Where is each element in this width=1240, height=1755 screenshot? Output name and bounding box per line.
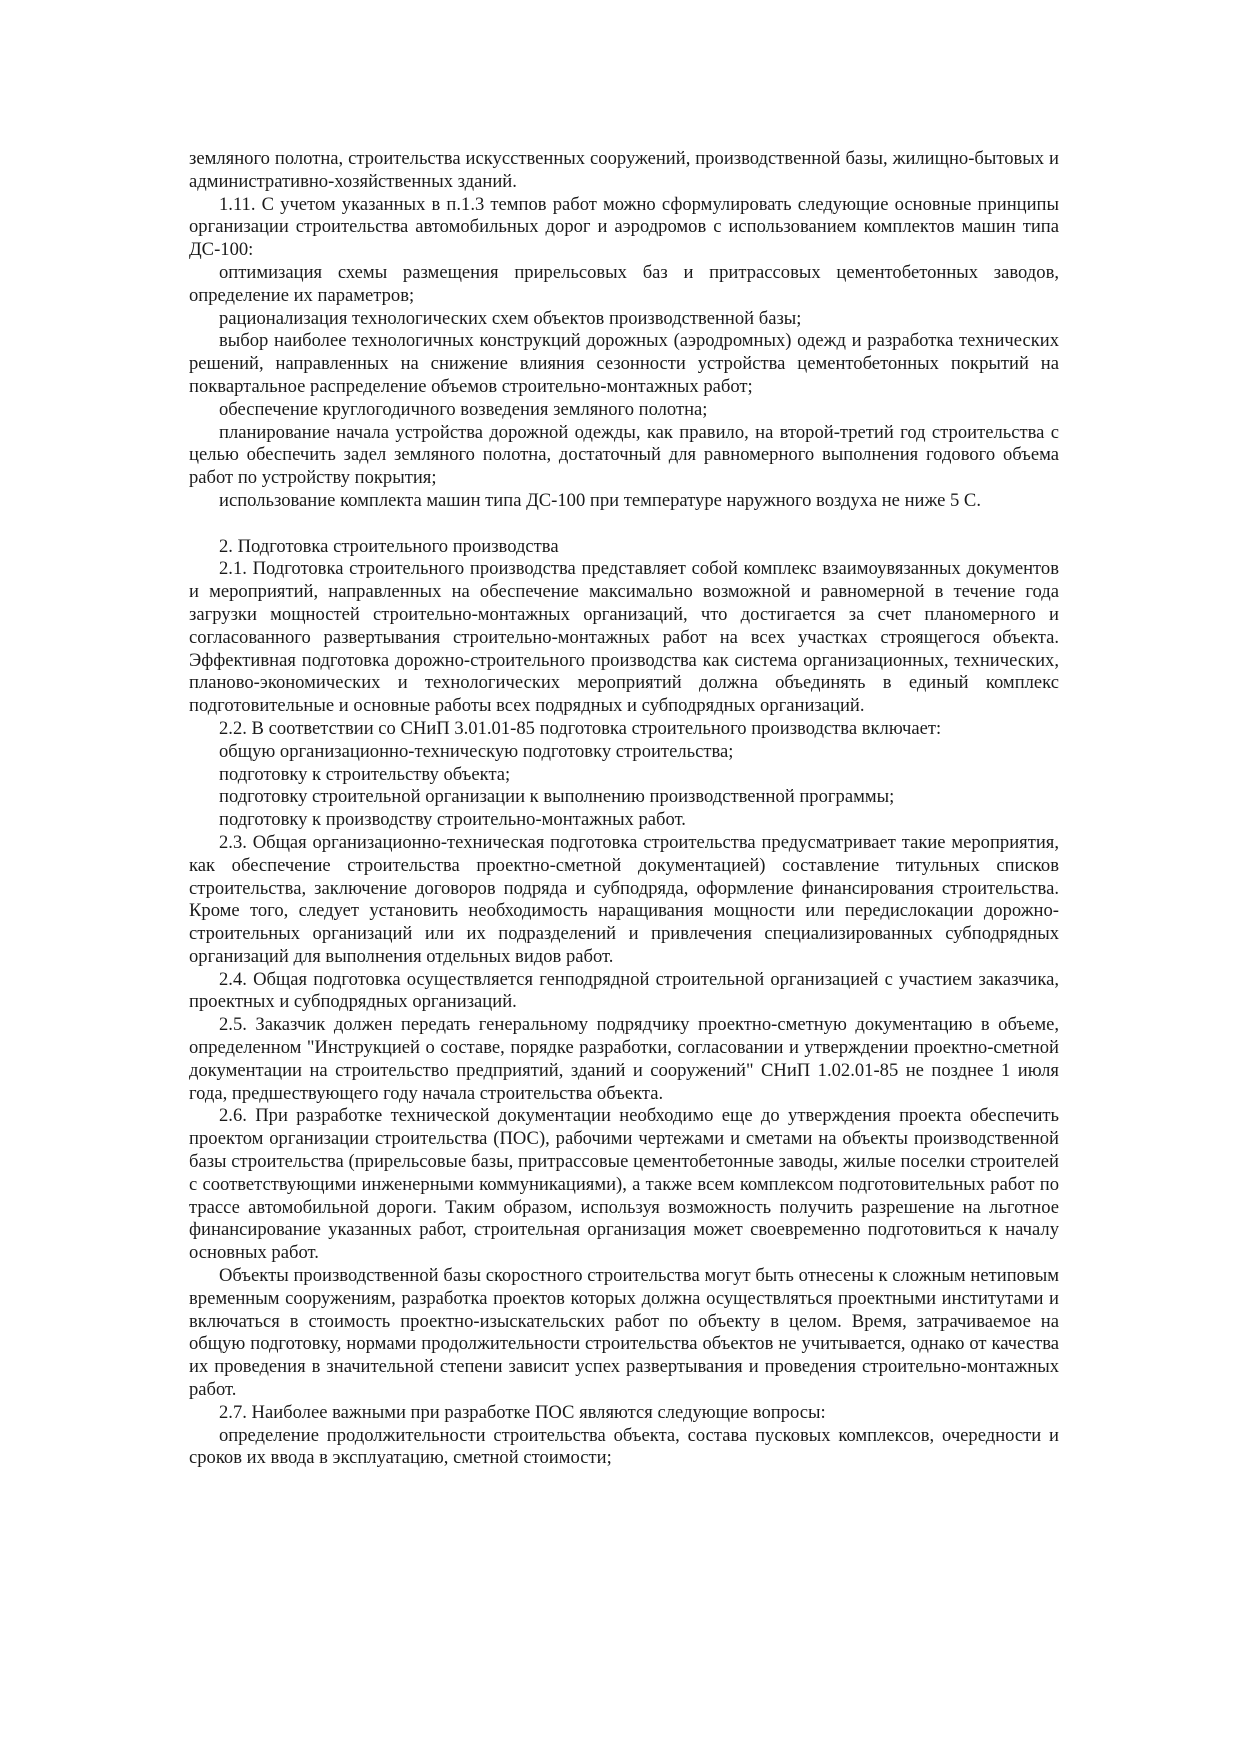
list-item: подготовку к строительству объекта; xyxy=(219,763,511,785)
paragraph-1-11: 1.11. С учетом указанных в п.1.3 темпов работ можно сформулировать следующие основные принципы организации строительства автомобильных дорог и аэродромов с использованием комплектов машин типа ДС-100: xyxy=(189,193,1059,261)
document-page xyxy=(189,148,1059,1470)
paragraph-2-5: 2.5. Заказчик должен передать генеральному подрядчику проектно-сметную документацию в объеме, определенном "Инструкцией о составе, порядке разработки, согласовании и утверждении проектно-сметной документации на строительство предприятий, зданий и сооружений" СНиП 1.02.01-85 не позднее 1 июля года, предшествующего году начала строительства объекта. xyxy=(189,1014,1059,1104)
paragraph-2-4: 2.4. Общая подготовка осуществляется генподрядной строительной организацией с участием заказчика, проектных и субподрядных организаций. xyxy=(189,968,1059,1013)
section-heading: 2. Подготовка строительного производства xyxy=(219,535,559,557)
section-gap xyxy=(189,513,1059,536)
paragraph-continuation: земляного полотна, строительства искусственных сооружений, производственной базы, жилищно-бытовых и административно-хозяйственных зданий. xyxy=(189,148,1059,192)
paragraph-2-6: 2.6. При разработке технической документации необходимо еще до утверждения проекта обеспечить проектом организации строительства (ПОС), рабочими чертежами и сметами на объекты производственной базы строительства (прирельсовые базы, притрассовые цементобетонные заводы, жилые поселки строителей с соответствующими инженерными коммуникациями), а также всем комплексом подготовительных работ по трассе автомобильной дороги. Таким образом, используя возможность получить разрешение на льготное финансирование указанных работ, строительная организация может своевременно подготовиться к началу основных работ. xyxy=(189,1105,1059,1264)
list-item: выбор наиболее технологичных конструкций дорожных (аэродромных) одежд и разработка технических решений, направленных на снижение влияния сезонности устройства цементобетонных покрытий на поквартальное распределение объемов строительно-монтажных работ; xyxy=(189,330,1059,397)
list-item: подготовку к производству строительно-монтажных работ. xyxy=(219,809,686,831)
list-item: обеспечение круглогодичного возведения земляного полотна; xyxy=(219,398,708,420)
paragraph-objects: Объекты производственной базы скоростного строительства могут быть отнесены к сложным нетиповым временным сооружениям, разработка проектов которых должна осуществляться проектными институтами и включаться в стоимость проектно-изыскательских работ по объекту в целом. Время, затрачиваемое на общую подготовку, нормами продолжительности строительства объектов не учитывается, однако от качества их проведения в значительной степени зависит успех развертывания и проведения строительно-монтажных работ. xyxy=(189,1265,1059,1401)
paragraph-2-3: 2.3. Общая организационно-техническая подготовка строительства предусматривает такие мероприятия, как обеспечение строительства проектно-сметной документацией) составление титульных списков строительства, заключение договоров подряда и субподряда, оформление финансирования строительства. Кроме того, следует установить необходимость наращивания мощности или передислокации дорожно-строительных организаций или их подразделений и привлечения специализированных субподрядных организаций для выполнения отдельных видов работ. xyxy=(189,831,1059,967)
list-item: определение продолжительности строительства объекта, состава пусковых комплексов, очередности и сроков их ввода в эксплуатацию, сметной стоимости; xyxy=(189,1424,1059,1469)
paragraph-2-2: 2.2. В соответствии со СНиП 3.01.01-85 подготовка строительного производства включает: xyxy=(219,717,942,739)
list-item: оптимизация схемы размещения прирельсовых баз и притрассовых цементобетонных заводов, определение их параметров; xyxy=(189,261,1059,306)
list-item: подготовку строительной организации к выполнению производственной программы; xyxy=(219,786,895,808)
list-item: использование комплекта машин типа ДС-100 при температуре наружного воздуха не ниже 5 С. xyxy=(219,489,981,511)
list-item: общую организационно-техническую подготовку строительства; xyxy=(219,740,734,762)
list-item: рационализация технологических схем объектов производственной базы; xyxy=(219,307,802,329)
list-item: планирование начала устройства дорожной одежды, как правило, на второй-третий год строительства с целью обеспечить задел земляного полотна, достаточный для равномерного выполнения годового объема работ по устройству покрытия; xyxy=(189,421,1059,489)
paragraph-2-7: 2.7. Наиболее важными при разработке ПОС являются следующие вопросы: xyxy=(219,1401,826,1423)
paragraph-2-1: 2.1. Подготовка строительного производства представляет собой комплекс взаимоувязанных документов и мероприятий, направленных на обеспечение максимально возможной и равномерной в течение года загрузки мощностей строительно-монтажных организаций, что достигается за счет планомерного и согласованного развертывания строительно-монтажных работ на всех участках строящегося объекта. Эффективная подготовка дорожно-строительного производства как система организационных, технических, планово-экономических и технологических мероприятий должна объединять в единый комплекс подготовительные и основные работы всех подрядных и субподрядных организаций. xyxy=(189,558,1059,717)
